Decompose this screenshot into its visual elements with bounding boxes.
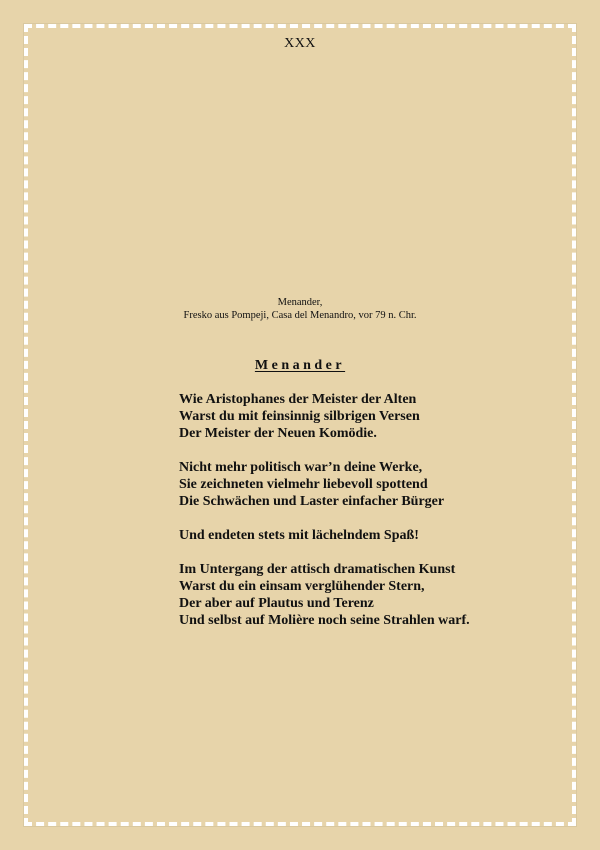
poem-line: Der aber auf Plautus und Terenz — [179, 596, 374, 611]
page-number: XXX — [284, 36, 316, 51]
poem-line: Im Untergang der attisch dramatischen Kunst — [179, 562, 456, 577]
poem-line: Die Schwächen und Laster einfacher Bürger — [179, 494, 445, 509]
poem-line: Wie Aristophanes der Meister der Alten — [179, 392, 417, 407]
stanza-4 — [179, 561, 559, 629]
stanza-3 — [179, 527, 559, 544]
poem-line: Sie zeichneten vielmehr liebevoll spottend — [179, 477, 428, 492]
poem-line: Warst du ein einsam verglühender Stern, — [179, 579, 425, 594]
poem-line: Und selbst auf Molière noch seine Strahlen warf. — [179, 613, 470, 628]
poem-line: Warst du mit feinsinnig silbrigen Versen — [179, 409, 420, 424]
caption-line-1: Menander, — [277, 297, 323, 308]
poem-line: Der Meister der Neuen Komödie. — [179, 426, 377, 441]
stanza-1 — [179, 391, 559, 442]
poem-body — [179, 391, 559, 646]
poem-line: Und endeten stets mit lächelndem Spaß! — [179, 528, 419, 543]
poem-line: Nicht mehr politisch war’n deine Werke, — [179, 460, 423, 475]
poem-title: Menander — [254, 358, 346, 373]
stanza-2 — [179, 459, 559, 510]
caption-line-2: Fresko aus Pompeji, Casa del Menandro, vor 79 n. Chr. — [183, 310, 417, 321]
image-caption — [0, 296, 600, 322]
